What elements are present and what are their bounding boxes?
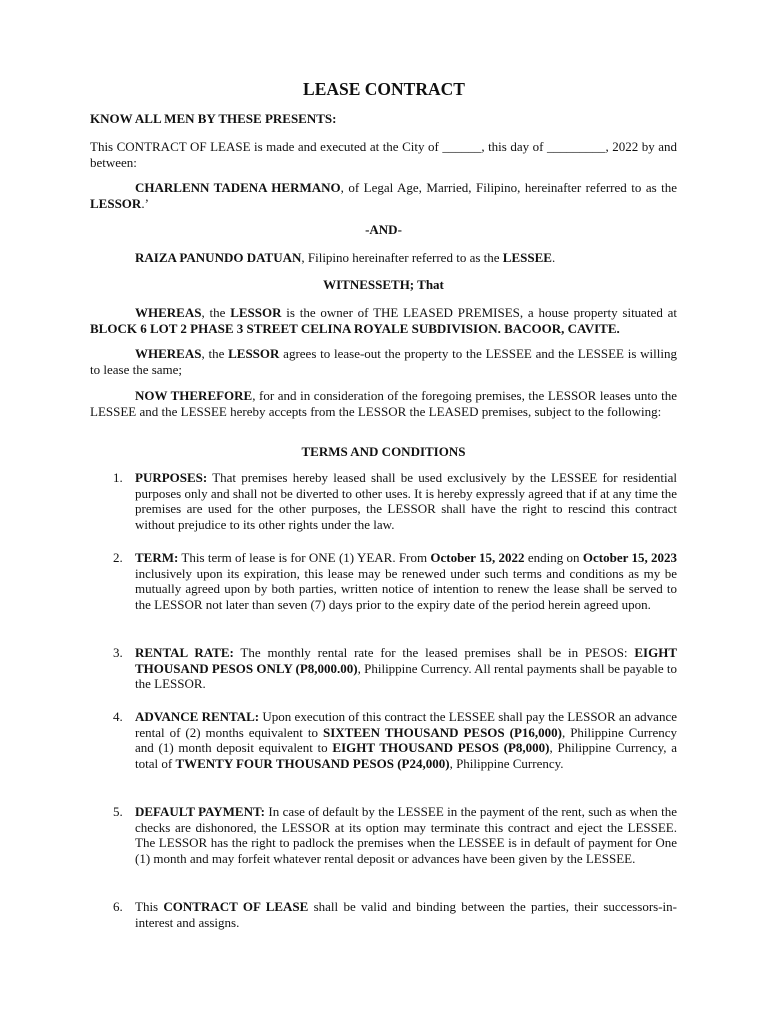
rental-amount: EIGHT THOUSAND PESOS ONLY (P8,000.00)	[135, 645, 678, 676]
lessor-role: LESSOR	[90, 195, 142, 211]
document-title: LEASE CONTRACT	[303, 79, 465, 99]
intro-paragraph: This CONTRACT OF LEASE is made and executed at the City of ______, this day of _________, 2022 by and between:	[90, 139, 677, 170]
start-date: October 15, 2022	[430, 550, 525, 565]
lessee-paragraph: RAIZA PANUNDO DATUAN, Filipino hereinafter referred to as the LESSEE.	[135, 250, 556, 265]
list-number: 3.	[113, 645, 123, 660]
term-item-purposes: 1. PURPOSES: That premises hereby leased shall be used exclusively by the LESSEE for residential purposes only and shall not be diverted to other uses. It is hereby expressly agreed that if at any time the premises are used for the other purposes, the LESSOR shall have the right to rescind this contract without prejudice to its other rights under the law.	[113, 470, 677, 532]
property-address: BLOCK 6 LOT 2 PHASE 3 STREET CELINA ROYALE SUBDIVISION. BACOOR, CAVITE.	[90, 320, 620, 336]
whereas-paragraph-1: WHEREAS, the LESSOR is the owner of THE LEASED PREMISES, a house property situated at BLOCK 6 LOT 2 PHASE 3 STREET CELINA ROYALE SUBDIVISION. BACOOR, CAVITE.	[90, 305, 677, 336]
term-item-term: 2. TERM: This term of lease is for ONE (1) YEAR. From October 15, 2022 ending on October 15, 2023 inclusively upon its expiration, this lease may be renewed under such terms and conditions as my be mutually agreed upon by both parties, written notice of intention to renew the lease shall be served to the LESSOR not later than seven (7) days prior to the expiry date of the period herein agreed upon.	[113, 550, 678, 612]
and-separator: -AND-	[365, 222, 402, 237]
term-item-binding: 6. This CONTRACT OF LEASE shall be valid and binding between the parties, their successors-in-interest and assigns.	[113, 899, 677, 930]
lessee-role: LESSEE	[502, 250, 552, 265]
list-number: 4.	[113, 709, 123, 724]
whereas-paragraph-2: WHEREAS, the LESSOR agrees to lease-out the property to the LESSEE and the LESSEE is willing to lease the same;	[90, 346, 677, 377]
lessor-paragraph: CHARLENN TADENA HERMANO, of Legal Age, Married, Filipino, hereinafter referred to as the LESSOR.’	[90, 180, 678, 211]
term-item-advance-rental: 4. ADVANCE RENTAL: Upon execution of this contract the LESSEE shall pay the LESSOR an advance rental of (2) months equivalent to SIXTEEN THOUSAND PESOS (P16,000), Philippine Currency and (1) month deposit equivalent to EIGHT THOUSAND PESOS (P8,000), Philippine Currency, a total of TWENTY FOUR THOUSAND PESOS (P24,000), Philippine Currency.	[113, 709, 677, 771]
witnesseth-heading: WITNESSETH; That	[323, 277, 444, 292]
end-date: October 15, 2023	[582, 550, 678, 565]
list-number: 1.	[113, 470, 123, 485]
lessor-name: CHARLENN TADENA HERMANO	[135, 180, 341, 195]
term-item-default-payment: 5. DEFAULT PAYMENT: In case of default by the LESSEE in the payment of the rent, such as when the checks are dishonored, the LESSOR at its option may terminate this contract and eject the LESSEE. The LESSOR has the right to padlock the premises when the LESSEE is in default of payment for One (1) month and may forfeit whatever rental deposit or advances have been given by the LESSEE.	[113, 804, 677, 866]
deposit-amount: EIGHT THOUSAND PESOS (P8,000)	[332, 740, 550, 756]
terms-heading: TERMS AND CONDITIONS	[301, 444, 466, 459]
salutation: KNOW ALL MEN BY THESE PRESENTS:	[90, 111, 337, 126]
list-number: 6.	[113, 899, 123, 914]
term-item-rental-rate: 3. RENTAL RATE: The monthly rental rate for the leased premises shall be in PESOS: EIGHT THOUSAND PESOS ONLY (P8,000.00), Philippine Currency. All rental payments shall be payable to the LESSOR.	[113, 645, 678, 692]
list-number: 2.	[113, 550, 123, 565]
lessee-name: RAIZA PANUNDO DATUAN	[135, 250, 302, 265]
list-number: 5.	[113, 804, 123, 819]
now-therefore-paragraph: NOW THEREFORE, for and in consideration of the foregoing premises, the LESSOR leases unto the LESSEE and the LESSEE hereby accepts from the LESSOR the LEASED premises, subject to the following:	[90, 388, 678, 419]
total-amount: TWENTY FOUR THOUSAND PESOS (P24,000)	[175, 755, 450, 771]
advance-amount: SIXTEEN THOUSAND PESOS (P16,000)	[322, 724, 562, 740]
